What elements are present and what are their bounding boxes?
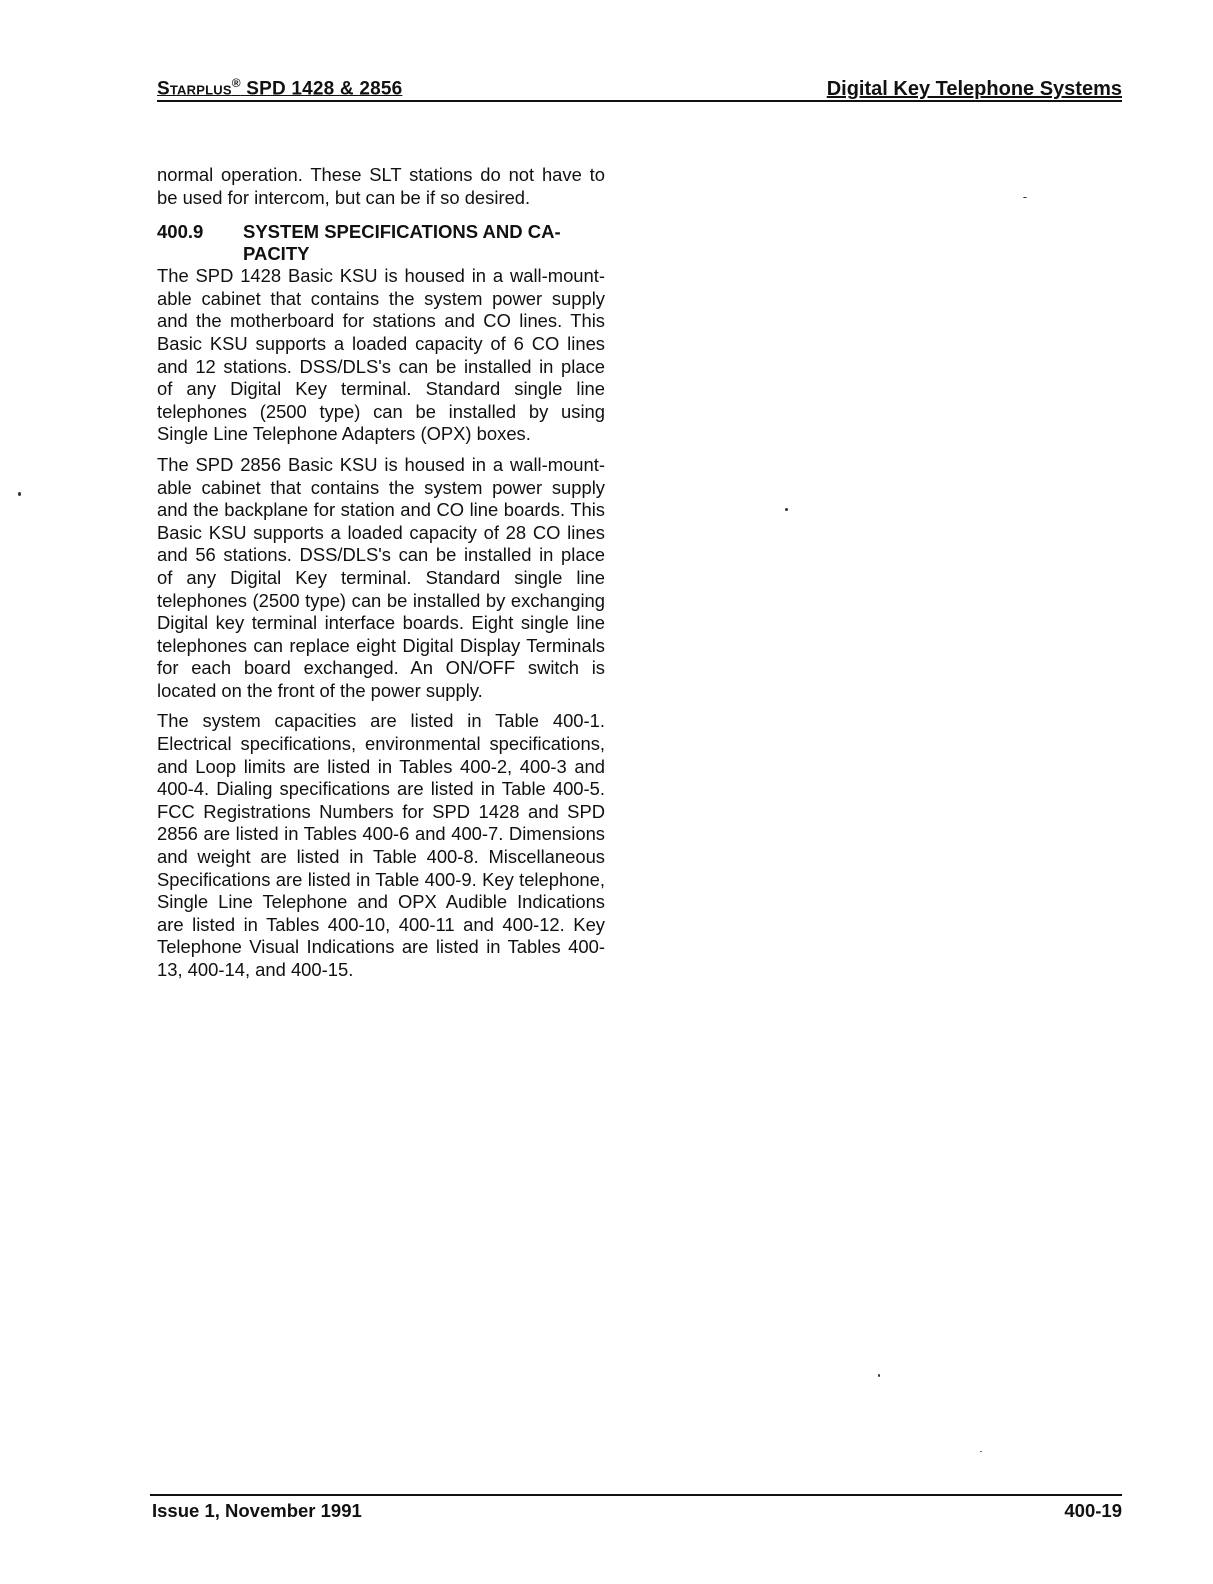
paragraph-capacities: The system capacities are listed in Table 400-1. Electrical specifications, environmental specifications, and Loop limits are listed in Tables 400-2, 400-3 and 400-4. Dialing specifications are listed in Table 400-5. FCC Registrations Numbers for SPD 1428 and SPD 2856 are listed in Tables 400-6 and 400-7. Dimensions and weight are listed in Table 400-8. Miscellaneous Specifications are listed in Table 400-9. Key telephone, Single Line Telephone and OPX Audible Indications are listed in Tables 400-10, 400-11 and 400-12. Key Telephone Visual Indications are listed in Tables 400-13, 400-14, and 400-15. (157, 710, 605, 980)
header-rule (157, 100, 1122, 102)
section-number: 400.9 (157, 221, 204, 243)
intro-paragraph: normal operation. These SLT stations do not have to be used for intercom, but can be if so desired. (157, 164, 605, 208)
scan-speck (785, 508, 788, 511)
text-column (157, 164, 605, 990)
paragraph-spd1428: The SPD 1428 Basic KSU is housed in a wall-mountable cabinet that contains the system power supply and the motherboard for stations and CO lines. This Basic KSU supports a loaded capacity of 6 CO lines and 12 stations. DSS/DLS's can be installed in place of any Digital Key terminal. Standard single line telephones (2500 type) can be installed by using Single Line Telephone Adapters (OPX) boxes. (157, 265, 605, 445)
page-number: 400-19 (1064, 1500, 1122, 1521)
scan-speck (980, 1451, 982, 1452)
footer-rule (150, 1494, 1122, 1496)
header-product: SPD 1428 & 2856 (240, 78, 403, 100)
registered-mark: ® (231, 76, 241, 90)
header-product-title (157, 76, 402, 100)
section-heading (157, 221, 605, 265)
section-title: SYSTEM SPECIFICATIONS AND CA-PACITY (243, 221, 561, 265)
header-document-title: Digital Key Telephone Systems (826, 78, 1122, 100)
scan-speck (1023, 197, 1027, 198)
header-brand: Starplus (157, 78, 232, 100)
footer-issue: Issue 1, November 1991 (152, 1500, 362, 1521)
scan-speck (18, 492, 21, 496)
page-header (157, 72, 1122, 102)
paragraph-spd2856: The SPD 2856 Basic KSU is housed in a wall-mountable cabinet that contains the system power supply and the backplane for station and CO line boards. This Basic KSU supports a loaded capacity of 28 CO lines and 56 stations. DSS/DLS's can be installed in place of any Digital Key terminal. Standard single line telephones (2500 type) can be installed by exchanging Digital key terminal interface boards. Eight single line telephones can replace eight Digital Display Terminals for each board exchanged. An ON/OFF switch is located on the front of the power supply. (157, 453, 605, 701)
scan-speck (878, 1374, 880, 1377)
